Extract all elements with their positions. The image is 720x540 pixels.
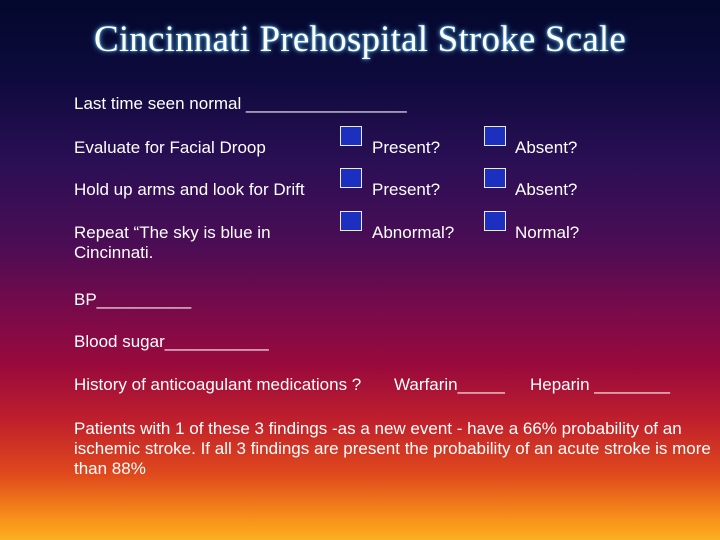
last-seen-normal-line: Last time seen normal _________________ [74,94,407,113]
facial-droop-absent-checkbox[interactable] [484,126,506,146]
arm-drift-label: Hold up arms and look for Drift [74,180,305,199]
arm-drift-absent-label: Absent? [515,180,578,199]
heparin-line: Heparin ________ [530,375,670,394]
blood-sugar-line: Blood sugar___________ [74,332,269,351]
speech-abnormal-checkbox[interactable] [340,211,362,231]
speech-normal-checkbox[interactable] [484,211,506,231]
facial-droop-present-checkbox[interactable] [340,126,362,146]
speech-normal-label: Normal? [515,223,580,242]
speech-abnormal-label: Abnormal? [372,223,455,242]
arm-drift-present-checkbox[interactable] [340,168,362,188]
facial-droop-present-label: Present? [372,138,441,157]
probability-note: Patients with 1 of these 3 findings -as a new event - have a 66% probability of an ischemic stroke. If all 3 findings are present the probability of an acute stroke is more than 88% [74,419,711,478]
speech-test-label: Repeat “The sky is blue in Cincinnati. [74,223,271,262]
arm-drift-absent-checkbox[interactable] [484,168,506,188]
facial-droop-absent-label: Absent? [515,138,578,157]
anticoagulant-question: History of anticoagulant medications ? [74,375,362,394]
bp-line: BP__________ [74,290,192,309]
page-title: Cincinnati Prehospital Stroke Scale [93,19,627,60]
facial-droop-label: Evaluate for Facial Droop [74,138,266,157]
warfarin-line: Warfarin_____ [394,375,505,394]
arm-drift-present-label: Present? [372,180,441,199]
